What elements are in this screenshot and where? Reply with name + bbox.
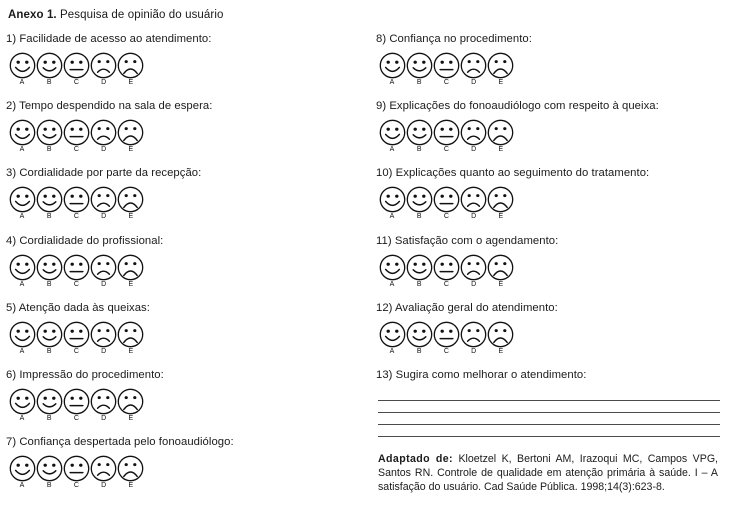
rating-option-letter: A xyxy=(19,146,25,154)
rating-scale[interactable] xyxy=(6,321,366,358)
rating-option-e[interactable] xyxy=(487,119,515,154)
rating-option-letter: C xyxy=(443,79,449,86)
rating-option-letter: A xyxy=(389,347,395,355)
smile-face-icon xyxy=(405,254,433,281)
big-smile-face-icon xyxy=(8,254,36,281)
question-block xyxy=(376,302,732,358)
rating-scale[interactable] xyxy=(376,186,732,223)
rating-option-e[interactable] xyxy=(117,52,145,87)
question-block xyxy=(376,100,732,156)
neutral-face-icon xyxy=(432,186,460,213)
rating-option-d[interactable] xyxy=(460,119,488,154)
rating-option-letter: E xyxy=(498,280,504,288)
question-label: 6) Impressão do procedimento: xyxy=(6,369,164,381)
question-block xyxy=(6,100,366,156)
smile-face-icon xyxy=(405,119,433,146)
rating-option-letter: B xyxy=(416,146,422,154)
rating-scale[interactable] xyxy=(6,455,366,492)
big-smile-face-icon xyxy=(378,52,406,79)
rating-option-b[interactable] xyxy=(35,186,63,221)
question-block xyxy=(6,235,366,291)
question-label: 2) Tempo despendido na sala de espera: xyxy=(6,100,213,113)
rating-option-b[interactable] xyxy=(35,388,63,423)
rating-option-e[interactable] xyxy=(117,455,145,490)
rating-option-letter: C xyxy=(73,347,79,355)
rating-option-b[interactable] xyxy=(35,455,63,490)
big-smile-face-icon xyxy=(8,186,36,213)
smile-face-icon xyxy=(405,321,433,348)
rating-option-letter: E xyxy=(128,146,134,154)
rating-option-letter: B xyxy=(46,280,52,288)
rating-option-letter: D xyxy=(101,347,107,355)
neutral-face-icon xyxy=(432,52,460,79)
rating-option-c[interactable] xyxy=(432,52,460,87)
frown-face-icon xyxy=(90,254,118,281)
rating-option-letter: B xyxy=(416,347,422,355)
big-smile-face-icon xyxy=(378,254,406,281)
rating-option-d[interactable] xyxy=(460,254,488,289)
deep-frown-face-icon xyxy=(487,119,515,146)
rating-option-letter: D xyxy=(101,79,107,86)
page-title-bold: Anexo 1. xyxy=(8,9,57,21)
rating-option-c[interactable] xyxy=(432,254,460,289)
question-label: 1) Facilidade de acesso ao atendimento: xyxy=(6,33,212,45)
open-question-block xyxy=(376,369,732,437)
answer-line[interactable] xyxy=(378,400,720,401)
neutral-face-icon xyxy=(62,321,90,348)
neutral-face-icon xyxy=(62,455,90,482)
frown-face-icon xyxy=(90,455,118,482)
rating-option-c[interactable] xyxy=(62,186,90,221)
rating-option-c[interactable] xyxy=(62,52,90,87)
rating-option-letter: D xyxy=(471,146,477,154)
question-label: 8) Confiança no procedimento: xyxy=(376,33,532,45)
rating-option-e[interactable] xyxy=(117,254,145,289)
rating-option-letter: B xyxy=(46,146,52,154)
rating-option-letter: C xyxy=(73,79,79,86)
smile-face-icon xyxy=(405,186,433,213)
frown-face-icon xyxy=(460,119,488,146)
rating-option-letter: A xyxy=(389,213,395,221)
neutral-face-icon xyxy=(432,254,460,281)
question-block xyxy=(6,167,366,223)
neutral-face-icon xyxy=(62,119,90,146)
rating-option-a[interactable] xyxy=(378,52,406,87)
rating-option-letter: B xyxy=(46,213,52,221)
rating-option-letter: C xyxy=(443,280,449,288)
citation-body: Kloetzel K, Bertoni AM, Irazoqui MC, Campos VPG, Santos RN. Controle de qualidade em atenção primária à saúde. I – A satisfação do usuário. Cad Saúde Pública. 1998;14(3):623-8. xyxy=(378,453,718,494)
rating-option-e[interactable] xyxy=(117,321,145,356)
answer-line[interactable] xyxy=(378,436,720,437)
rating-option-a[interactable] xyxy=(8,455,36,490)
rating-option-letter: C xyxy=(73,482,79,490)
rating-option-letter: D xyxy=(101,482,107,490)
big-smile-face-icon xyxy=(378,186,406,213)
rating-option-c[interactable] xyxy=(432,321,460,356)
neutral-face-icon xyxy=(62,186,90,213)
rating-option-d[interactable] xyxy=(460,321,488,356)
smile-face-icon xyxy=(35,388,63,415)
rating-option-letter: B xyxy=(416,213,422,221)
rating-option-e[interactable] xyxy=(117,388,145,423)
rating-option-d[interactable] xyxy=(90,254,118,289)
rating-option-d[interactable] xyxy=(90,52,118,87)
question-block xyxy=(6,369,366,425)
rating-option-letter: C xyxy=(73,280,79,288)
question-label: 10) Explicações quanto ao seguimento do tratamento: xyxy=(376,167,650,180)
rating-scale[interactable] xyxy=(6,119,366,156)
neutral-face-icon xyxy=(432,119,460,146)
frown-face-icon xyxy=(460,254,488,281)
rating-option-a[interactable] xyxy=(8,52,36,87)
rating-scale[interactable] xyxy=(376,321,732,358)
smile-face-icon xyxy=(35,119,63,146)
big-smile-face-icon xyxy=(8,388,36,415)
rating-option-letter: E xyxy=(498,79,504,86)
question-block xyxy=(6,33,366,89)
frown-face-icon xyxy=(460,321,488,348)
rating-option-letter: C xyxy=(443,213,449,221)
deep-frown-face-icon xyxy=(117,186,145,213)
rating-option-d[interactable] xyxy=(90,388,118,423)
rating-option-letter: E xyxy=(498,213,504,221)
rating-option-letter: B xyxy=(46,482,52,490)
question-block xyxy=(376,33,732,89)
rating-option-c[interactable] xyxy=(62,455,90,490)
deep-frown-face-icon xyxy=(117,119,145,146)
neutral-face-icon xyxy=(432,321,460,348)
frown-face-icon xyxy=(90,119,118,146)
rating-scale[interactable] xyxy=(376,52,732,89)
rating-option-e[interactable] xyxy=(487,254,515,289)
question-label: 5) Atenção dada às queixas: xyxy=(6,301,150,314)
rating-option-e[interactable] xyxy=(487,186,515,221)
rating-option-e[interactable] xyxy=(487,52,515,87)
rating-option-a[interactable] xyxy=(378,321,406,356)
deep-frown-face-icon xyxy=(117,254,145,281)
smile-face-icon xyxy=(405,52,433,79)
rating-option-letter: B xyxy=(46,415,52,422)
smile-face-icon xyxy=(35,254,63,281)
open-question-label: 13) Sugira como melhorar o atendimento: xyxy=(376,369,587,381)
rating-option-letter: A xyxy=(19,347,25,355)
question-label: 7) Confiança despertada pelo fonoaudiólogo: xyxy=(6,436,234,449)
smile-face-icon xyxy=(35,186,63,213)
rating-option-letter: E xyxy=(128,280,134,288)
question-block xyxy=(376,167,732,223)
rating-option-letter: D xyxy=(471,79,477,86)
rating-option-e[interactable] xyxy=(117,119,145,154)
rating-option-letter: E xyxy=(128,482,134,490)
rating-option-letter: A xyxy=(389,280,395,288)
rating-option-letter: A xyxy=(389,79,395,86)
rating-option-c[interactable] xyxy=(62,388,90,423)
question-label: 9) Explicações do fonoaudiólogo com respeito à queixa: xyxy=(376,100,659,113)
rating-option-letter: D xyxy=(101,415,107,422)
rating-option-letter: A xyxy=(19,213,25,221)
big-smile-face-icon xyxy=(378,119,406,146)
question-label: 11) Satisfação com o agendamento: xyxy=(376,234,559,247)
page-title-rest: Pesquisa de opinião do usuário xyxy=(56,9,224,21)
rating-option-c[interactable] xyxy=(62,119,90,154)
rating-option-letter: C xyxy=(443,146,449,154)
rating-option-d[interactable] xyxy=(90,321,118,356)
neutral-face-icon xyxy=(62,52,90,79)
rating-option-a[interactable] xyxy=(8,254,36,289)
rating-option-d[interactable] xyxy=(460,186,488,221)
smile-face-icon xyxy=(35,455,63,482)
question-block xyxy=(6,302,366,358)
big-smile-face-icon xyxy=(8,455,36,482)
rating-option-letter: E xyxy=(128,213,134,221)
rating-option-letter: D xyxy=(471,280,477,288)
smile-face-icon xyxy=(35,321,63,348)
rating-option-c[interactable] xyxy=(432,186,460,221)
question-label: 3) Cordialidade por parte da recepção: xyxy=(6,167,202,180)
neutral-face-icon xyxy=(62,254,90,281)
rating-scale[interactable] xyxy=(6,186,366,223)
citation-prefix: Adaptado de: xyxy=(378,453,453,465)
frown-face-icon xyxy=(90,321,118,348)
rating-option-a[interactable] xyxy=(378,119,406,154)
rating-option-d[interactable] xyxy=(90,119,118,154)
rating-scale[interactable] xyxy=(376,119,732,156)
rating-option-letter: A xyxy=(19,415,25,422)
rating-option-b[interactable] xyxy=(405,321,433,356)
question-block xyxy=(376,235,732,291)
rating-option-b[interactable] xyxy=(35,119,63,154)
deep-frown-face-icon xyxy=(117,321,145,348)
deep-frown-face-icon xyxy=(487,321,515,348)
rating-option-letter: E xyxy=(128,415,134,422)
frown-face-icon xyxy=(90,52,118,79)
rating-option-letter: E xyxy=(128,79,134,86)
rating-option-a[interactable] xyxy=(378,186,406,221)
frown-face-icon xyxy=(460,186,488,213)
answer-lines[interactable] xyxy=(378,400,720,437)
rating-scale[interactable] xyxy=(6,52,366,89)
rating-option-b[interactable] xyxy=(35,254,63,289)
rating-option-letter: E xyxy=(128,347,134,355)
rating-option-letter: A xyxy=(389,146,395,154)
rating-scale[interactable] xyxy=(376,254,732,291)
big-smile-face-icon xyxy=(378,321,406,348)
answer-line[interactable] xyxy=(378,424,720,425)
neutral-face-icon xyxy=(62,388,90,415)
rating-scale[interactable] xyxy=(6,388,366,425)
rating-option-e[interactable] xyxy=(487,321,515,356)
rating-option-b[interactable] xyxy=(405,254,433,289)
rating-option-letter: D xyxy=(471,213,477,221)
rating-option-letter: A xyxy=(19,482,25,490)
rating-option-c[interactable] xyxy=(432,119,460,154)
question-block xyxy=(6,436,366,492)
rating-option-d[interactable] xyxy=(90,186,118,221)
big-smile-face-icon xyxy=(8,321,36,348)
rating-option-b[interactable] xyxy=(405,52,433,87)
rating-option-d[interactable] xyxy=(460,52,488,87)
rating-option-a[interactable] xyxy=(378,254,406,289)
deep-frown-face-icon xyxy=(487,186,515,213)
rating-option-a[interactable] xyxy=(8,119,36,154)
rating-option-a[interactable] xyxy=(8,388,36,423)
question-label: 12) Avaliação geral do atendimento: xyxy=(376,301,558,314)
rating-option-c[interactable] xyxy=(62,321,90,356)
rating-option-letter: C xyxy=(73,213,79,221)
rating-option-a[interactable] xyxy=(8,186,36,221)
deep-frown-face-icon xyxy=(117,52,145,79)
rating-option-letter: B xyxy=(46,79,52,86)
rating-option-a[interactable] xyxy=(8,321,36,356)
answer-line[interactable] xyxy=(378,412,720,413)
rating-option-letter: B xyxy=(46,347,52,355)
rating-option-letter: B xyxy=(416,280,422,288)
rating-option-letter: E xyxy=(498,146,504,154)
frown-face-icon xyxy=(460,52,488,79)
question-label: 4) Cordialidade do profissional: xyxy=(6,234,164,247)
rating-option-letter: D xyxy=(101,280,107,288)
rating-option-d[interactable] xyxy=(90,455,118,490)
rating-option-b[interactable] xyxy=(35,52,63,87)
rating-option-b[interactable] xyxy=(405,119,433,154)
rating-option-letter: E xyxy=(498,347,504,355)
rating-option-b[interactable] xyxy=(405,186,433,221)
citation xyxy=(378,452,718,495)
deep-frown-face-icon xyxy=(487,254,515,281)
smile-face-icon xyxy=(35,52,63,79)
page-title xyxy=(8,9,224,21)
rating-option-letter: A xyxy=(19,280,25,288)
rating-option-b[interactable] xyxy=(35,321,63,356)
deep-frown-face-icon xyxy=(117,388,145,415)
big-smile-face-icon xyxy=(8,119,36,146)
big-smile-face-icon xyxy=(8,52,36,79)
deep-frown-face-icon xyxy=(487,52,515,79)
rating-option-letter: D xyxy=(471,347,477,355)
rating-option-letter: D xyxy=(101,146,107,154)
frown-face-icon xyxy=(90,388,118,415)
rating-option-letter: D xyxy=(101,213,107,221)
rating-option-c[interactable] xyxy=(62,254,90,289)
rating-option-letter: C xyxy=(443,347,449,355)
rating-option-letter: A xyxy=(19,79,25,86)
rating-option-letter: C xyxy=(73,415,79,422)
rating-option-letter: B xyxy=(416,79,422,86)
rating-scale[interactable] xyxy=(6,254,366,291)
frown-face-icon xyxy=(90,186,118,213)
rating-option-letter: C xyxy=(73,146,79,154)
deep-frown-face-icon xyxy=(117,455,145,482)
rating-option-e[interactable] xyxy=(117,186,145,221)
